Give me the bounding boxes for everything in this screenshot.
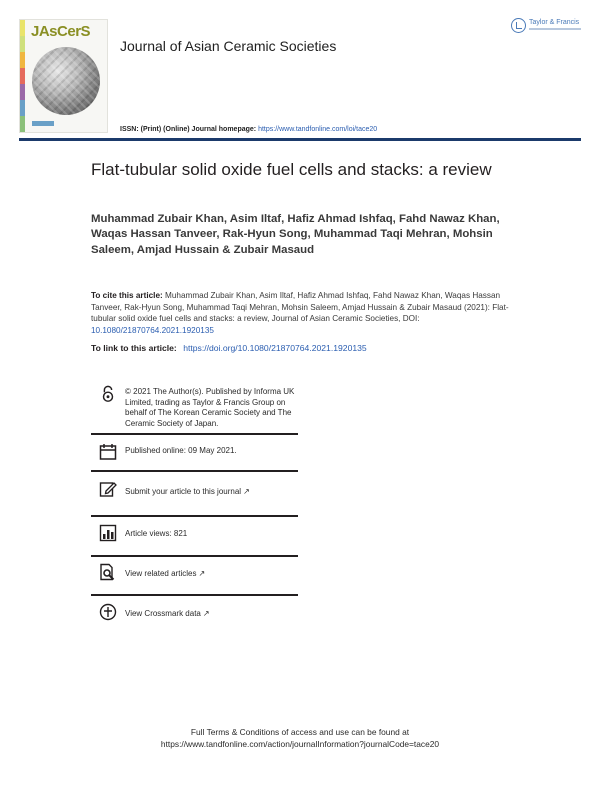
submit-article-row[interactable] [91, 480, 298, 504]
citation-block [91, 290, 521, 336]
journal-title[interactable]: Journal of Asian Ceramic Societies [120, 38, 337, 54]
terms-footer-line: Full Terms & Conditions of access and use can be found at [190, 727, 410, 737]
cover-color-strip [20, 20, 25, 132]
published-online-row [91, 441, 298, 467]
open-access-lock-icon [99, 385, 117, 403]
terms-footer [0, 726, 600, 750]
publisher-logo-text: Taylor & Francis [529, 19, 580, 26]
cover-title: JAsCerS [31, 23, 91, 40]
submit-article-text: Submit your article to this journal [125, 487, 242, 496]
citation-doi-link[interactable]: 10.1080/21870764.2021.1920135 [91, 325, 214, 335]
cover-publisher-mark [32, 121, 54, 126]
article-link-line [91, 343, 367, 353]
published-online-text: Published online: 09 May 2021. [125, 446, 237, 455]
article-doi-url[interactable]: https://doi.org/10.1080/21870764.2021.1920135 [183, 343, 367, 353]
external-link-icon: ↗ [243, 487, 250, 496]
related-articles-text: View related articles [125, 569, 197, 578]
header-rule [19, 138, 581, 141]
crossmark-icon [99, 603, 117, 621]
panel-divider [91, 594, 298, 596]
edit-submit-icon [99, 480, 117, 498]
article-link-label: To link to this article: [91, 343, 177, 353]
external-link-icon: ↗ [198, 569, 206, 578]
cover-globe-graphic [32, 47, 100, 115]
article-title: Flat-tubular solid oxide fuel cells and stacks: a review [91, 160, 492, 179]
external-link-icon: ↗ [202, 609, 210, 618]
crossmark-text: View Crossmark data [125, 609, 201, 618]
submit-article-link[interactable] [125, 487, 250, 498]
crossmark-row[interactable] [91, 603, 298, 627]
article-views-text: Article views: 821 [125, 529, 188, 538]
taylor-francis-logo[interactable] [511, 17, 586, 37]
panel-divider [91, 470, 298, 472]
crossmark-link[interactable] [125, 609, 210, 620]
panel-divider [91, 555, 298, 557]
calendar-icon [99, 443, 117, 461]
journal-cover-image [19, 19, 108, 133]
issn-line [120, 126, 377, 133]
taylor-francis-logo-icon [511, 18, 526, 33]
citation-text: Muhammad Zubair Khan, Asim Iltaf, Hafiz Ahmad Ishfaq, Fahd Nawaz Khan, Waqas Hassan Tanveer, Rak-Hyun Song, Muhammad Taqi Mehran, Mohsin Saleem, Amjad Hussain & Zubair Masaud (2021): Flat-tubular solid oxide fuel cells and stacks: a review, Journal of Asian Ceramic Societies, DOI: [91, 291, 509, 323]
related-articles-row[interactable] [91, 563, 298, 587]
article-views-row [91, 523, 298, 547]
document-search-icon [99, 563, 117, 581]
terms-footer-url[interactable]: https://www.tandfonline.com/action/journalInformation?journalCode=tace20 [160, 739, 440, 749]
bar-chart-icon [99, 524, 117, 542]
open-access-text: © 2021 The Author(s). Published by Informa UK Limited, trading as Taylor & Francis Group on behalf of The Korean Ceramic Society and The Ceramic Society of Japan. [125, 387, 295, 428]
open-access-notice [91, 385, 298, 435]
article-authors: Muhammad Zubair Khan, Asim Iltaf, Hafiz Ahmad Ishfaq, Fahd Nawaz Khan, Waqas Hassan Tanveer, Rak-Hyun Song, Muhammad Taqi Mehran, Mohsin Saleem, Amjad Hussain & Zubair Masaud [91, 213, 500, 256]
publisher-logo-tagline [529, 28, 581, 30]
citation-label: To cite this article: [91, 291, 163, 300]
panel-divider [91, 515, 298, 517]
panel-divider [91, 433, 298, 435]
related-articles-link[interactable] [125, 569, 205, 580]
issn-label: ISSN: (Print) (Online) Journal homepage: [120, 126, 257, 133]
journal-homepage-link[interactable]: https://www.tandfonline.com/loi/tace20 [258, 126, 378, 133]
